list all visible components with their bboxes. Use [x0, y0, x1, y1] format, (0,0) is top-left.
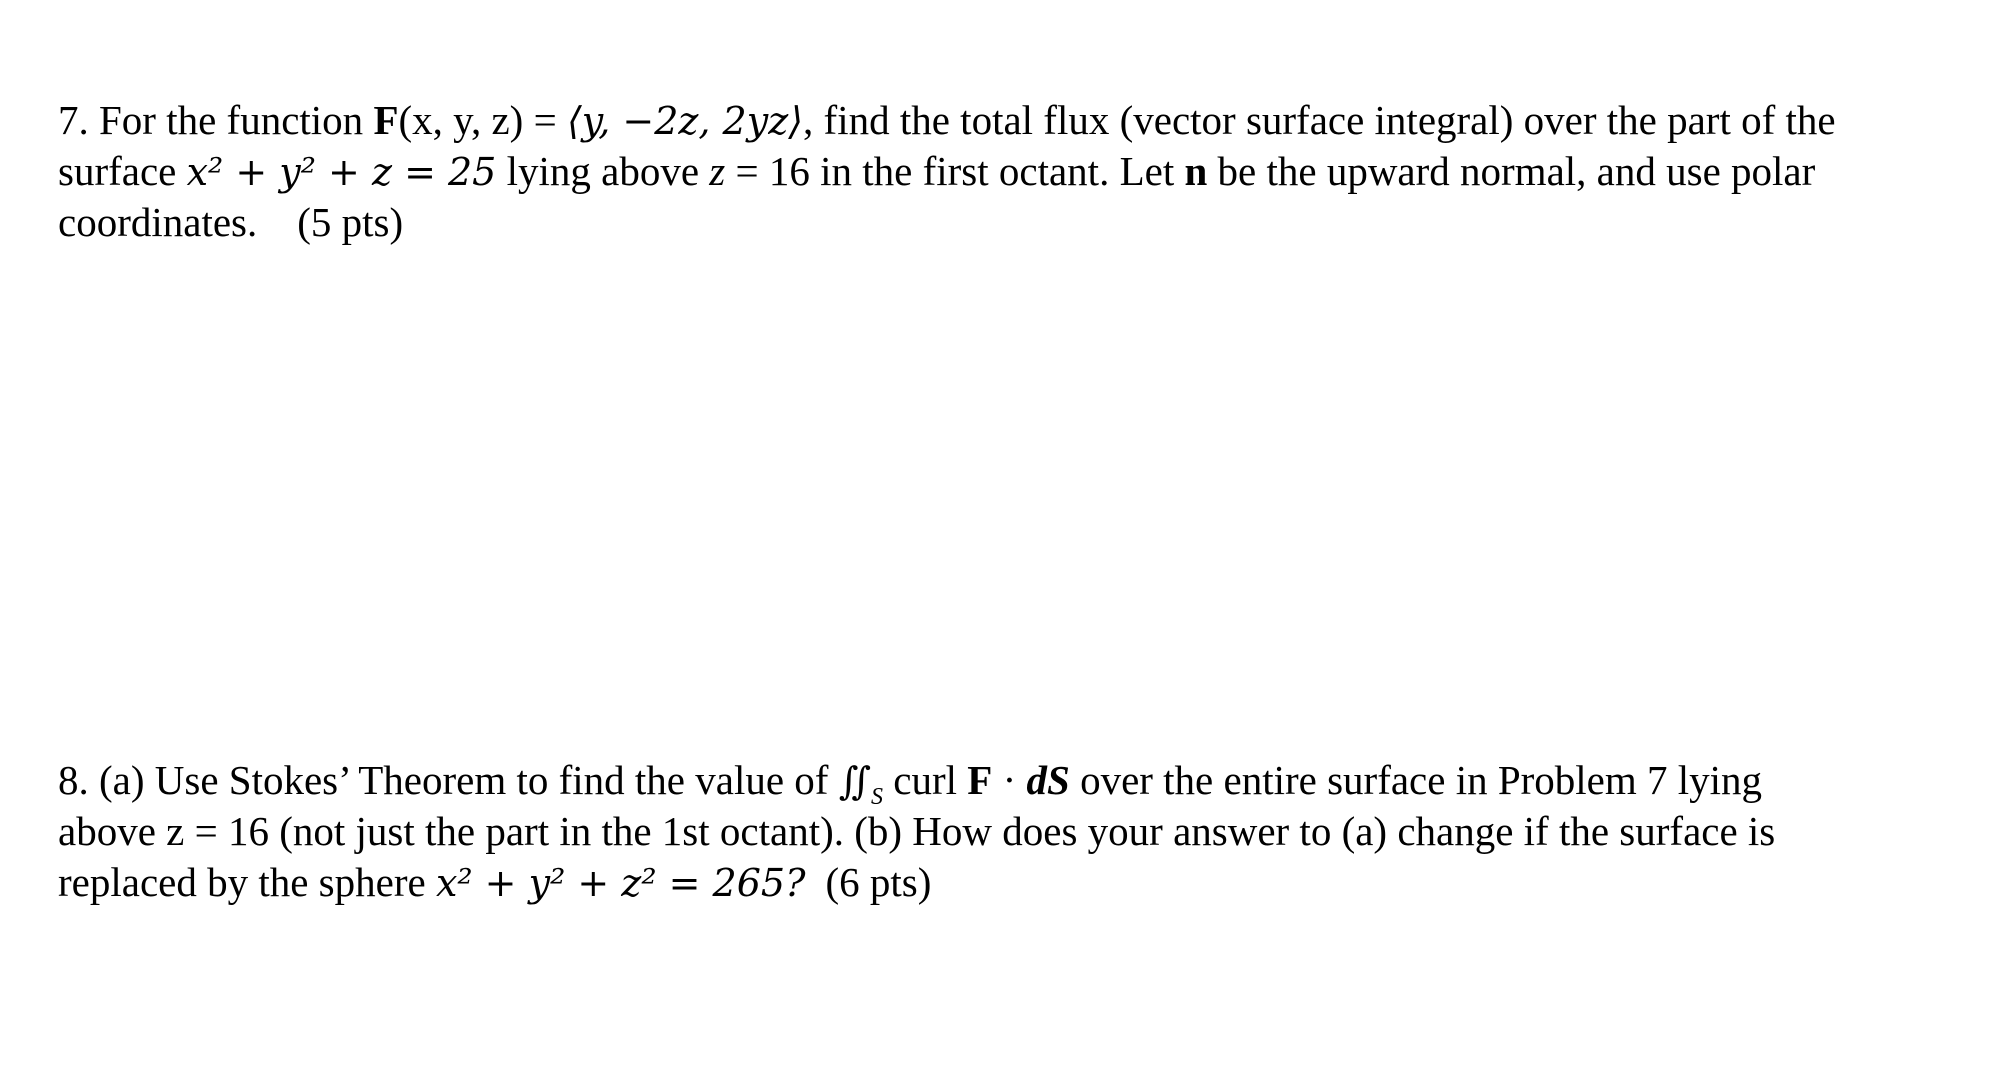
double-integral-symbol: ∬ [838, 759, 872, 803]
problem-7-line-1 [58, 95, 1836, 146]
vector-field-symbol: F [373, 97, 399, 143]
problem-8-line-3 [58, 857, 1775, 908]
sphere-equation: x² + y² + z² = 265? [435, 861, 806, 905]
problem-8-text-4: replaced by the sphere [58, 859, 436, 905]
problem-7-number-text: 7. For the function [58, 97, 374, 143]
problem-7-points: (5 pts) [297, 199, 404, 245]
surface-element: dS [1026, 757, 1070, 803]
problem-7 [58, 95, 1836, 248]
dot-operator: · [992, 757, 1027, 803]
z-variable: z [709, 148, 726, 194]
curl-text: curl [883, 757, 968, 803]
problem-7-text-2: surface [58, 148, 187, 194]
problem-7-line-2 [58, 146, 1836, 197]
problem-8-line-1 [58, 755, 1775, 810]
problem-7-text-4: = 16 in the first octant. Let [725, 148, 1185, 194]
normal-symbol: n [1184, 148, 1208, 194]
problem-8-line-2 [58, 806, 1775, 857]
problem-7-text-3: lying above [496, 148, 710, 194]
vector-field-symbol-2: F [967, 757, 993, 803]
problem-8-text-1: 8. (a) Use Stokes’ Theorem to find the value of [58, 757, 839, 803]
problem-8 [58, 755, 1775, 908]
problem-8-text-2: over the entire surface in Problem 7 lying [1069, 757, 1763, 803]
problem-7-line-3 [58, 197, 1836, 248]
problem-7-text-5: be the upward normal, and use polar [1207, 148, 1816, 194]
problem-7-text-6: coordinates. [58, 199, 258, 245]
problem-7-text-1: , find the total flux (vector surface integral) over the part of the [803, 97, 1836, 143]
integral-subscript: S [871, 784, 884, 810]
problem-8-text-3: above z = 16 (not just the part in the 1st octant). (b) How does your answer to (a) change if the surface is [58, 808, 1776, 854]
function-arguments: (x, y, z) = [398, 97, 567, 143]
vector-field-components: ⟨y, −2z, 2yz⟩ [566, 99, 804, 143]
problem-8-points: (6 pts) [825, 859, 932, 905]
surface-equation: x² + y² + z = 25 [186, 150, 497, 194]
